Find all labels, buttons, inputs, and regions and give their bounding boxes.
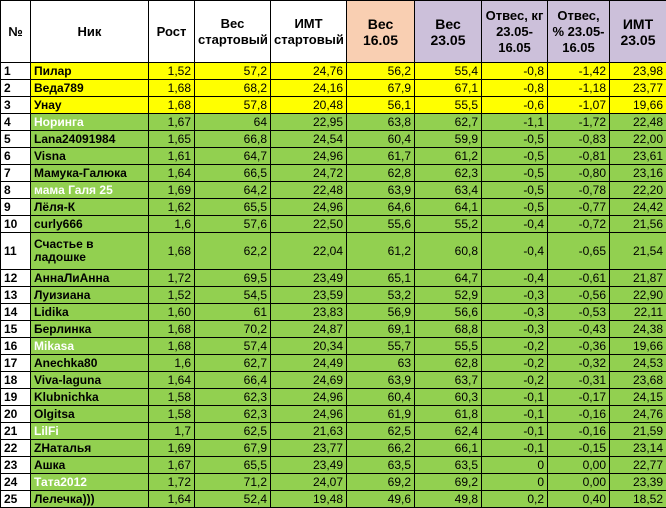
table-row: [1, 474, 666, 491]
start-weight-cell: 54,5: [195, 287, 271, 304]
loss-kg-cell: -0,1: [482, 406, 548, 423]
loss-kg-cell: -0,6: [482, 97, 548, 114]
height-cell: 1,58: [149, 389, 195, 406]
start-weight-cell: 62,7: [195, 355, 271, 372]
height-cell: 1,68: [149, 80, 195, 97]
bmi-23-cell: 23,16: [610, 165, 666, 182]
start-bmi-cell: 22,48: [271, 182, 347, 199]
start-weight-cell: 62,5: [195, 423, 271, 440]
row-number-cell: 16: [1, 338, 31, 355]
row-number-cell: 20: [1, 406, 31, 423]
height-cell: 1,60: [149, 304, 195, 321]
nick-cell: Visna: [31, 148, 149, 165]
weight-23-cell: 62,7: [415, 114, 482, 131]
weight-16-cell: 65,1: [347, 270, 415, 287]
header-start-bmi: ИМТ стартовый: [271, 1, 347, 63]
nick-cell: Тата2012: [31, 474, 149, 491]
loss-percent-cell: -0,31: [548, 372, 610, 389]
weight-23-cell: 55,2: [415, 216, 482, 233]
weight-16-cell: 56,9: [347, 304, 415, 321]
weight-16-cell: 55,6: [347, 216, 415, 233]
header-weight-16-05: Вес 16.05: [347, 1, 415, 63]
start-bmi-cell: 21,63: [271, 423, 347, 440]
bmi-23-cell: 22,90: [610, 287, 666, 304]
weight-23-cell: 63,4: [415, 182, 482, 199]
weight-16-cell: 63,8: [347, 114, 415, 131]
loss-percent-cell: -0,16: [548, 406, 610, 423]
nick-cell: Viva-laguna: [31, 372, 149, 389]
nick-cell: Норинга: [31, 114, 149, 131]
nick-cell: Счастье в ладошке: [31, 233, 149, 270]
table-row: [1, 372, 666, 389]
weight-16-cell: 49,6: [347, 491, 415, 508]
bmi-23-cell: 21,56: [610, 216, 666, 233]
nick-cell: мама Галя 25: [31, 182, 149, 199]
weight-23-cell: 55,5: [415, 338, 482, 355]
start-bmi-cell: 24,69: [271, 372, 347, 389]
height-cell: 1,52: [149, 63, 195, 80]
loss-kg-cell: 0: [482, 457, 548, 474]
weight-16-cell: 56,2: [347, 63, 415, 80]
weight-16-cell: 62,8: [347, 165, 415, 182]
height-cell: 1,72: [149, 270, 195, 287]
start-weight-cell: 62,2: [195, 233, 271, 270]
start-weight-cell: 64,2: [195, 182, 271, 199]
bmi-23-cell: 21,54: [610, 233, 666, 270]
start-bmi-cell: 24,49: [271, 355, 347, 372]
bmi-23-cell: 24,76: [610, 406, 666, 423]
loss-kg-cell: -0,5: [482, 182, 548, 199]
loss-kg-cell: -0,3: [482, 304, 548, 321]
loss-kg-cell: -0,3: [482, 287, 548, 304]
weight-23-cell: 63,5: [415, 457, 482, 474]
nick-cell: Klubnichka: [31, 389, 149, 406]
loss-percent-cell: -0,15: [548, 440, 610, 457]
weight-16-cell: 67,9: [347, 80, 415, 97]
table-row: [1, 389, 666, 406]
header-loss-kg: Отвес, кг 23.05-16.05: [482, 1, 548, 63]
nick-cell: Anechka80: [31, 355, 149, 372]
start-weight-cell: 66,4: [195, 372, 271, 389]
start-bmi-cell: 24,96: [271, 406, 347, 423]
weight-16-cell: 61,2: [347, 233, 415, 270]
start-weight-cell: 66,8: [195, 131, 271, 148]
table-row: [1, 199, 666, 216]
start-bmi-cell: 24,96: [271, 148, 347, 165]
table-row: [1, 148, 666, 165]
loss-percent-cell: 0,00: [548, 474, 610, 491]
loss-percent-cell: -0,17: [548, 389, 610, 406]
loss-percent-cell: -0,61: [548, 270, 610, 287]
start-weight-cell: 62,3: [195, 406, 271, 423]
start-bmi-cell: 24,07: [271, 474, 347, 491]
table-row: [1, 63, 666, 80]
weight-23-cell: 62,3: [415, 165, 482, 182]
row-number-cell: 12: [1, 270, 31, 287]
start-bmi-cell: 20,34: [271, 338, 347, 355]
nick-cell: LilFi: [31, 423, 149, 440]
bmi-23-cell: 21,59: [610, 423, 666, 440]
table-row: [1, 491, 666, 508]
bmi-23-cell: 22,00: [610, 131, 666, 148]
loss-percent-cell: -0,36: [548, 338, 610, 355]
table-row: [1, 304, 666, 321]
weight-16-cell: 63,9: [347, 182, 415, 199]
row-number-cell: 17: [1, 355, 31, 372]
loss-kg-cell: -0,5: [482, 165, 548, 182]
loss-percent-cell: -0,72: [548, 216, 610, 233]
loss-kg-cell: -0,2: [482, 338, 548, 355]
header-start-weight: Вес стартовый: [195, 1, 271, 63]
table-row: [1, 287, 666, 304]
bmi-23-cell: 23,14: [610, 440, 666, 457]
row-number-cell: 18: [1, 372, 31, 389]
bmi-23-cell: 24,42: [610, 199, 666, 216]
table-row: [1, 165, 666, 182]
weight-23-cell: 52,9: [415, 287, 482, 304]
loss-kg-cell: -0,2: [482, 355, 548, 372]
start-bmi-cell: 22,50: [271, 216, 347, 233]
weight-16-cell: 56,1: [347, 97, 415, 114]
loss-kg-cell: -0,2: [482, 372, 548, 389]
loss-kg-cell: -0,5: [482, 148, 548, 165]
weight-23-cell: 59,9: [415, 131, 482, 148]
weight-16-cell: 53,2: [347, 287, 415, 304]
table-row: [1, 406, 666, 423]
loss-kg-cell: -0,8: [482, 80, 548, 97]
weight-16-cell: 64,6: [347, 199, 415, 216]
nick-cell: Мамука-Галюка: [31, 165, 149, 182]
start-bmi-cell: 24,16: [271, 80, 347, 97]
height-cell: 1,69: [149, 182, 195, 199]
start-bmi-cell: 24,76: [271, 63, 347, 80]
table-row: [1, 440, 666, 457]
table-row: [1, 457, 666, 474]
start-weight-cell: 57,6: [195, 216, 271, 233]
height-cell: 1,68: [149, 321, 195, 338]
start-weight-cell: 65,5: [195, 457, 271, 474]
height-cell: 1,6: [149, 216, 195, 233]
loss-percent-cell: -0,16: [548, 423, 610, 440]
nick-cell: Lidika: [31, 304, 149, 321]
table-row: [1, 321, 666, 338]
weight-23-cell: 67,1: [415, 80, 482, 97]
row-number-cell: 9: [1, 199, 31, 216]
height-cell: 1,67: [149, 457, 195, 474]
start-bmi-cell: 23,83: [271, 304, 347, 321]
header-nick: Ник: [31, 1, 149, 63]
nick-cell: Ашка: [31, 457, 149, 474]
row-number-cell: 13: [1, 287, 31, 304]
weight-23-cell: 62,8: [415, 355, 482, 372]
nick-cell: Лёля-К: [31, 199, 149, 216]
start-bmi-cell: 23,49: [271, 457, 347, 474]
nick-cell: Берлинка: [31, 321, 149, 338]
table-row: [1, 216, 666, 233]
weight-23-cell: 69,2: [415, 474, 482, 491]
start-weight-cell: 61: [195, 304, 271, 321]
bmi-23-cell: 19,66: [610, 338, 666, 355]
table-row: [1, 97, 666, 114]
bmi-23-cell: 24,38: [610, 321, 666, 338]
table-row: [1, 338, 666, 355]
height-cell: 1,64: [149, 372, 195, 389]
start-bmi-cell: 22,95: [271, 114, 347, 131]
start-weight-cell: 57,8: [195, 97, 271, 114]
height-cell: 1,64: [149, 491, 195, 508]
nick-cell: АннаЛиАнна: [31, 270, 149, 287]
start-bmi-cell: 24,96: [271, 199, 347, 216]
height-cell: 1,67: [149, 114, 195, 131]
nick-cell: curly666: [31, 216, 149, 233]
weight-16-cell: 63,9: [347, 372, 415, 389]
header-weight-23-05: Вес 23.05: [415, 1, 482, 63]
weight-23-cell: 61,2: [415, 148, 482, 165]
height-cell: 1,72: [149, 474, 195, 491]
start-weight-cell: 71,2: [195, 474, 271, 491]
row-number-cell: 7: [1, 165, 31, 182]
header-row: [1, 1, 666, 63]
table-row: [1, 114, 666, 131]
loss-kg-cell: -0,8: [482, 63, 548, 80]
weight-16-cell: 61,9: [347, 406, 415, 423]
loss-percent-cell: -0,83: [548, 131, 610, 148]
weight-23-cell: 60,8: [415, 233, 482, 270]
weight-23-cell: 64,7: [415, 270, 482, 287]
start-bmi-cell: 23,77: [271, 440, 347, 457]
start-weight-cell: 57,2: [195, 63, 271, 80]
height-cell: 1,58: [149, 406, 195, 423]
start-bmi-cell: 19,48: [271, 491, 347, 508]
table-row: [1, 233, 666, 270]
loss-kg-cell: -0,3: [482, 321, 548, 338]
bmi-23-cell: 24,15: [610, 389, 666, 406]
weight-23-cell: 56,6: [415, 304, 482, 321]
loss-kg-cell: 0,2: [482, 491, 548, 508]
bmi-23-cell: 22,48: [610, 114, 666, 131]
loss-percent-cell: 0,00: [548, 457, 610, 474]
start-bmi-cell: 20,48: [271, 97, 347, 114]
loss-percent-cell: 0,40: [548, 491, 610, 508]
loss-kg-cell: -0,1: [482, 440, 548, 457]
loss-kg-cell: -1,1: [482, 114, 548, 131]
weight-23-cell: 61,8: [415, 406, 482, 423]
row-number-cell: 14: [1, 304, 31, 321]
nick-cell: Lana24091984: [31, 131, 149, 148]
bmi-23-cell: 23,98: [610, 63, 666, 80]
start-weight-cell: 62,3: [195, 389, 271, 406]
start-weight-cell: 67,9: [195, 440, 271, 457]
loss-percent-cell: -0,78: [548, 182, 610, 199]
weight-23-cell: 68,8: [415, 321, 482, 338]
loss-percent-cell: -0,65: [548, 233, 610, 270]
nick-cell: Mikasa: [31, 338, 149, 355]
loss-kg-cell: -0,1: [482, 423, 548, 440]
nick-cell: Луизиана: [31, 287, 149, 304]
start-bmi-cell: 22,04: [271, 233, 347, 270]
start-bmi-cell: 23,49: [271, 270, 347, 287]
loss-percent-cell: -0,80: [548, 165, 610, 182]
weight-16-cell: 60,4: [347, 131, 415, 148]
weight-16-cell: 61,7: [347, 148, 415, 165]
start-weight-cell: 64,7: [195, 148, 271, 165]
row-number-cell: 1: [1, 63, 31, 80]
row-number-cell: 5: [1, 131, 31, 148]
weight-16-cell: 63: [347, 355, 415, 372]
height-cell: 1,65: [149, 131, 195, 148]
header-loss-percent: Отвес, % 23.05-16.05: [548, 1, 610, 63]
loss-kg-cell: -0,5: [482, 131, 548, 148]
table-row: [1, 270, 666, 287]
start-bmi-cell: 24,96: [271, 389, 347, 406]
header-bmi-23-05: ИМТ 23.05: [610, 1, 666, 63]
height-cell: 1,64: [149, 165, 195, 182]
height-cell: 1,69: [149, 440, 195, 457]
row-number-cell: 4: [1, 114, 31, 131]
loss-percent-cell: -0,53: [548, 304, 610, 321]
start-weight-cell: 65,5: [195, 199, 271, 216]
row-number-cell: 8: [1, 182, 31, 199]
weight-23-cell: 63,7: [415, 372, 482, 389]
start-weight-cell: 52,4: [195, 491, 271, 508]
nick-cell: Пилар: [31, 63, 149, 80]
row-number-cell: 24: [1, 474, 31, 491]
loss-kg-cell: -0,4: [482, 270, 548, 287]
table-row: [1, 182, 666, 199]
bmi-23-cell: 19,66: [610, 97, 666, 114]
row-number-cell: 22: [1, 440, 31, 457]
loss-kg-cell: -0,4: [482, 216, 548, 233]
row-number-cell: 11: [1, 233, 31, 270]
height-cell: 1,6: [149, 355, 195, 372]
loss-kg-cell: 0: [482, 474, 548, 491]
bmi-23-cell: 22,77: [610, 457, 666, 474]
bmi-23-cell: 21,87: [610, 270, 666, 287]
row-number-cell: 6: [1, 148, 31, 165]
height-cell: 1,68: [149, 233, 195, 270]
weight-23-cell: 64,1: [415, 199, 482, 216]
start-weight-cell: 64: [195, 114, 271, 131]
start-weight-cell: 57,4: [195, 338, 271, 355]
start-weight-cell: 70,2: [195, 321, 271, 338]
height-cell: 1,68: [149, 97, 195, 114]
bmi-23-cell: 23,68: [610, 372, 666, 389]
loss-percent-cell: -1,18: [548, 80, 610, 97]
bmi-23-cell: 23,39: [610, 474, 666, 491]
table-row: [1, 131, 666, 148]
start-bmi-cell: 24,54: [271, 131, 347, 148]
weight-16-cell: 62,5: [347, 423, 415, 440]
start-weight-cell: 69,5: [195, 270, 271, 287]
loss-kg-cell: -0,1: [482, 389, 548, 406]
weight-23-cell: 60,3: [415, 389, 482, 406]
table-row: [1, 80, 666, 97]
table-row: [1, 423, 666, 440]
row-number-cell: 21: [1, 423, 31, 440]
weight-23-cell: 55,5: [415, 97, 482, 114]
weight-23-cell: 62,4: [415, 423, 482, 440]
nick-cell: ZНаталья: [31, 440, 149, 457]
row-number-cell: 25: [1, 491, 31, 508]
row-number-cell: 19: [1, 389, 31, 406]
start-weight-cell: 68,2: [195, 80, 271, 97]
nick-cell: Унау: [31, 97, 149, 114]
row-number-cell: 10: [1, 216, 31, 233]
start-weight-cell: 66,5: [195, 165, 271, 182]
height-cell: 1,7: [149, 423, 195, 440]
weight-23-cell: 66,1: [415, 440, 482, 457]
loss-percent-cell: -1,72: [548, 114, 610, 131]
height-cell: 1,62: [149, 199, 195, 216]
loss-percent-cell: -0,43: [548, 321, 610, 338]
nick-cell: Olgitsa: [31, 406, 149, 423]
weight-16-cell: 69,1: [347, 321, 415, 338]
loss-percent-cell: -0,32: [548, 355, 610, 372]
weight-16-cell: 63,5: [347, 457, 415, 474]
weight-23-cell: 55,4: [415, 63, 482, 80]
loss-percent-cell: -0,81: [548, 148, 610, 165]
row-number-cell: 3: [1, 97, 31, 114]
row-number-cell: 23: [1, 457, 31, 474]
row-number-cell: 2: [1, 80, 31, 97]
nick-cell: Лелечка))): [31, 491, 149, 508]
weight-23-cell: 49,8: [415, 491, 482, 508]
bmi-23-cell: 18,52: [610, 491, 666, 508]
weight-16-cell: 60,4: [347, 389, 415, 406]
bmi-23-cell: 24,53: [610, 355, 666, 372]
loss-percent-cell: -1,42: [548, 63, 610, 80]
height-cell: 1,68: [149, 338, 195, 355]
loss-percent-cell: -1,07: [548, 97, 610, 114]
loss-percent-cell: -0,77: [548, 199, 610, 216]
height-cell: 1,61: [149, 148, 195, 165]
weight-16-cell: 69,2: [347, 474, 415, 491]
header-number: №: [1, 1, 31, 63]
nick-cell: Веда789: [31, 80, 149, 97]
bmi-23-cell: 23,61: [610, 148, 666, 165]
start-bmi-cell: 23,59: [271, 287, 347, 304]
height-cell: 1,52: [149, 287, 195, 304]
header-height: Рост: [149, 1, 195, 63]
loss-kg-cell: -0,4: [482, 233, 548, 270]
bmi-23-cell: 23,77: [610, 80, 666, 97]
start-bmi-cell: 24,72: [271, 165, 347, 182]
loss-kg-cell: -0,5: [482, 199, 548, 216]
weight-16-cell: 55,7: [347, 338, 415, 355]
loss-percent-cell: -0,56: [548, 287, 610, 304]
bmi-23-cell: 22,11: [610, 304, 666, 321]
table-row: [1, 355, 666, 372]
weight-16-cell: 66,2: [347, 440, 415, 457]
start-bmi-cell: 24,87: [271, 321, 347, 338]
row-number-cell: 15: [1, 321, 31, 338]
bmi-23-cell: 22,20: [610, 182, 666, 199]
